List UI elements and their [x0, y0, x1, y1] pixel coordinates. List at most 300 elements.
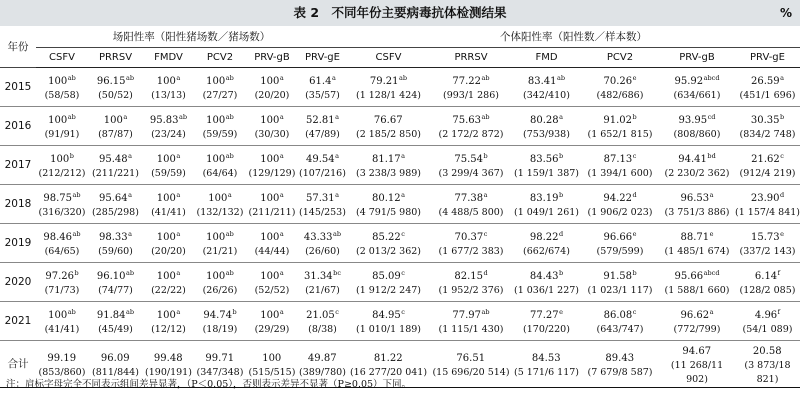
cell-rate	[143, 305, 194, 323]
cell-rate	[347, 266, 430, 284]
table-cell	[194, 185, 246, 224]
cell-count: (64/65)	[44, 246, 80, 257]
cell-count: (59/60)	[98, 246, 133, 257]
rate-value: 83.41	[527, 76, 557, 87]
cell-rate	[512, 71, 581, 89]
cell-rate	[194, 305, 246, 323]
rate-value: 100	[206, 76, 226, 87]
cell-rate	[298, 188, 347, 206]
cell-count: (2 230/2 362)	[664, 168, 730, 179]
farm-group-header: 场阳性率（阳性猪场数／猪场数）	[36, 26, 347, 48]
rate-value: 6.14	[754, 271, 778, 282]
cell-count: (1 036/1 227)	[513, 285, 579, 296]
table-cell	[735, 107, 800, 146]
cell-rate	[735, 71, 800, 89]
rate-value: 52.81	[305, 115, 335, 126]
cell-count: (1 652/1 815)	[587, 129, 653, 140]
table-cell	[36, 185, 88, 224]
cell-rate	[581, 266, 659, 284]
rate-value: 100	[156, 310, 176, 321]
table-title: 表 2 不同年份主要病毒抗体检测结果	[293, 5, 507, 20]
significance-letter: b	[232, 308, 237, 316]
rate-value: 99.19	[47, 353, 77, 364]
table-cell	[512, 68, 581, 107]
individual-col-header: CSFV	[347, 48, 430, 68]
rate-value: 96.66	[603, 232, 633, 243]
table-cell	[581, 302, 659, 341]
unit-label: %	[779, 6, 792, 20]
rate-value: 76.51	[456, 353, 486, 364]
total-label: 合计	[0, 341, 36, 388]
cell-rate	[581, 227, 659, 245]
table-cell	[512, 341, 581, 388]
cell-rate	[659, 341, 735, 359]
table-cell	[512, 146, 581, 185]
rate-value: 100	[48, 115, 68, 126]
table-cell	[430, 263, 512, 302]
table-cell	[347, 146, 430, 185]
significance-letter: c	[335, 308, 339, 316]
cell-rate	[659, 188, 735, 206]
farm-col-header: FMDV	[143, 48, 194, 68]
cell-count: (41/41)	[44, 324, 80, 335]
cell-count: (35/57)	[305, 90, 340, 101]
cell-rate	[347, 149, 430, 167]
significance-letter: ab	[67, 308, 76, 316]
table-cell	[194, 302, 246, 341]
cell-rate	[512, 227, 581, 245]
cell-count: (132/132)	[196, 207, 244, 218]
rate-value: 94.67	[682, 346, 712, 357]
cell-count: (107/216)	[299, 168, 346, 179]
rate-value: 91.84	[96, 310, 126, 321]
table-cell	[36, 146, 88, 185]
significance-letter: c	[632, 308, 637, 316]
table-row	[0, 302, 800, 341]
results-table	[0, 26, 800, 388]
cell-count: (3 751/3 886)	[664, 207, 730, 218]
cell-count: (12/12)	[151, 324, 186, 335]
cell-rate	[194, 149, 246, 167]
cell-rate	[194, 227, 246, 245]
rate-value: 21.05	[306, 310, 335, 321]
significance-letter: ab	[225, 269, 234, 277]
table-cell	[581, 341, 659, 388]
rate-value: 100	[206, 115, 226, 126]
cell-rate	[581, 110, 659, 128]
significance-letter: a	[335, 191, 340, 199]
rate-value: 26.59	[750, 76, 780, 87]
rate-value: 70.37	[454, 232, 484, 243]
rate-value: 96.15	[96, 76, 126, 87]
cell-rate	[581, 305, 659, 323]
cell-rate	[194, 110, 246, 128]
cell-count: (4 488/5 800)	[438, 207, 504, 218]
rate-value: 100	[262, 353, 282, 364]
significance-letter: a	[780, 74, 785, 82]
table-cell	[512, 263, 581, 302]
rate-value: 85.09	[372, 271, 401, 282]
table-cell	[581, 263, 659, 302]
cell-count: (11 268/11 902)	[670, 360, 724, 385]
cell-rate	[36, 348, 88, 366]
cell-count: (128/2 085)	[739, 285, 796, 296]
cell-count: (811/844)	[92, 367, 139, 378]
cell-count: (211/221)	[92, 168, 139, 179]
rate-value: 96.09	[100, 353, 130, 364]
rate-value: 95.83	[149, 115, 179, 126]
significance-letter: a	[483, 191, 488, 199]
rate-value: 84.53	[531, 353, 561, 364]
cell-count: (23/24)	[151, 129, 186, 140]
rate-value: 77.38	[454, 193, 484, 204]
table-cell	[512, 107, 581, 146]
rate-value: 82.15	[454, 271, 483, 282]
cell-count: (772/799)	[673, 324, 721, 335]
cell-rate	[512, 110, 581, 128]
cell-rate	[246, 149, 298, 167]
cell-rate	[347, 305, 430, 323]
table-cell	[246, 302, 298, 341]
cell-count: (2 013/2 362)	[355, 246, 421, 257]
significance-letter: a	[176, 74, 181, 82]
significance-letter: ab	[126, 74, 135, 82]
cell-count: (54/1 089)	[742, 324, 793, 335]
table-row	[0, 224, 800, 263]
cell-count: (26/60)	[305, 246, 340, 257]
table-cell	[735, 146, 800, 185]
individual-group-header: 个体阳性率（阳性数／样本数）	[347, 26, 800, 48]
rate-value: 100	[48, 310, 68, 321]
cell-rate	[246, 188, 298, 206]
cell-count: (59/59)	[202, 129, 238, 140]
table-cell	[88, 302, 143, 341]
rate-value: 49.54	[305, 154, 335, 165]
cell-rate	[298, 227, 347, 245]
cell-count: (87/87)	[98, 129, 133, 140]
cell-count: (145/253)	[299, 207, 346, 218]
table-cell	[735, 68, 800, 107]
table-cell	[512, 185, 581, 224]
table-cell	[581, 107, 659, 146]
year-cell: 2018	[0, 185, 36, 224]
cell-count: (1 157/4 841)	[735, 207, 800, 218]
significance-letter: e	[709, 230, 714, 238]
significance-letter: ab	[72, 230, 81, 238]
rate-value: 98.75	[43, 193, 73, 204]
rate-value: 21.62	[751, 154, 780, 165]
rate-value: 43.33	[303, 232, 333, 243]
cell-count: (1 588/1 660)	[664, 285, 730, 296]
cell-count: (316/320)	[38, 207, 86, 218]
rate-value: 31.34	[304, 271, 333, 282]
significance-letter: b	[558, 191, 564, 199]
year-cell: 2021	[0, 302, 36, 341]
significance-letter: a	[401, 152, 406, 160]
cell-count: (1 394/1 600)	[587, 168, 653, 179]
table-cell	[430, 224, 512, 263]
cell-rate	[430, 266, 512, 284]
cell-rate	[659, 149, 735, 167]
table-cell	[88, 146, 143, 185]
table-cell	[298, 302, 347, 341]
rate-value: 100	[156, 193, 176, 204]
rate-value: 100	[260, 193, 280, 204]
table-cell	[298, 224, 347, 263]
cell-rate	[36, 71, 88, 89]
significance-letter: b	[558, 269, 564, 277]
significance-letter: f	[777, 308, 781, 316]
cell-count: (1 128/1 424)	[355, 90, 421, 101]
cell-count: (1 049/1 261)	[513, 207, 579, 218]
significance-letter: ab	[225, 152, 234, 160]
table-cell	[659, 107, 735, 146]
table-cell	[194, 68, 246, 107]
table-cell	[430, 185, 512, 224]
rate-value: 99.48	[153, 353, 183, 364]
cell-rate	[143, 71, 194, 89]
significance-letter: ab	[481, 308, 490, 316]
cell-count: (451/1 696)	[739, 90, 796, 101]
table-cell	[430, 107, 512, 146]
significance-letter: ab	[67, 113, 76, 121]
cell-count: (1 906/2 023)	[587, 207, 653, 218]
farm-col-header: PRV-gB	[246, 48, 298, 68]
table-row	[0, 185, 800, 224]
significance-letter: b	[74, 269, 79, 277]
individual-col-header: PRRSV	[430, 48, 512, 68]
significance-letter: e	[780, 230, 784, 238]
rate-value: 98.33	[98, 232, 128, 243]
table-cell	[36, 68, 88, 107]
title-bar	[0, 0, 800, 26]
significance-letter: a	[227, 191, 232, 199]
cell-count: (5 171/6 117)	[513, 367, 579, 378]
rate-value: 81.22	[373, 353, 403, 364]
significance-letter: c	[780, 152, 784, 160]
cell-count: (18/19)	[202, 324, 238, 335]
rate-value: 98.22	[529, 232, 559, 243]
table-cell	[581, 224, 659, 263]
cell-rate	[194, 188, 246, 206]
cell-rate	[659, 305, 735, 323]
table-cell	[246, 263, 298, 302]
cell-rate	[36, 227, 88, 245]
cell-rate	[88, 266, 143, 284]
rate-value: 85.22	[372, 232, 401, 243]
significance-letter: a	[279, 269, 284, 277]
significance-letter: b	[779, 113, 785, 121]
cell-count: (662/674)	[523, 246, 570, 257]
cell-rate	[36, 188, 88, 206]
rate-value: 96.62	[680, 310, 710, 321]
table-cell	[430, 146, 512, 185]
cell-count: (211/211)	[248, 207, 296, 218]
year-header: 年份	[0, 26, 36, 68]
rate-value: 96.53	[680, 193, 710, 204]
cell-count: (3 299/4 367)	[438, 168, 504, 179]
cell-rate	[512, 305, 581, 323]
table-cell	[88, 263, 143, 302]
farm-col-header: PRV-gE	[298, 48, 347, 68]
year-cell: 2017	[0, 146, 36, 185]
table-cell	[298, 68, 347, 107]
cell-count: (91/91)	[44, 129, 80, 140]
table-row	[0, 68, 800, 107]
cell-count: (912/4 219)	[739, 168, 796, 179]
cell-count: (8/38)	[308, 324, 337, 335]
cell-rate	[88, 305, 143, 323]
cell-count: (16 277/20 041)	[349, 367, 428, 378]
cell-count: (7 679/8 587)	[587, 367, 653, 378]
cell-count: (993/1 286)	[443, 90, 499, 101]
rate-value: 76.67	[373, 115, 403, 126]
cell-rate	[430, 305, 512, 323]
rate-value: 93.95	[678, 115, 708, 126]
cell-rate	[143, 227, 194, 245]
footnote: 注：肩标字母完全不同表示组间差异显著，（P＜0.05），否则表示差异不显著（P≥0.05）下同。	[6, 379, 412, 390]
cell-count: (129/129)	[248, 168, 296, 179]
individual-col-header: PRV-gB	[659, 48, 735, 68]
cell-rate	[88, 348, 143, 366]
significance-letter: a	[279, 191, 284, 199]
table-cell	[143, 107, 194, 146]
cell-count: (52/52)	[254, 285, 290, 296]
farm-col-header: CSFV	[36, 48, 88, 68]
farm-col-header: PRRSV	[88, 48, 143, 68]
year-cell: 2020	[0, 263, 36, 302]
cell-rate	[430, 149, 512, 167]
rate-value: 94.22	[603, 193, 632, 204]
rate-value: 91.58	[603, 271, 632, 282]
cell-count: (634/661)	[673, 90, 721, 101]
cell-count: (579/599)	[596, 246, 644, 257]
cell-rate	[88, 227, 143, 245]
rate-value: 91.02	[603, 115, 632, 126]
cell-rate	[298, 266, 347, 284]
significance-letter: b	[632, 269, 637, 277]
cell-count: (1 485/1 674)	[664, 246, 730, 257]
significance-letter: a	[335, 152, 340, 160]
significance-letter: c	[401, 269, 405, 277]
table-cell	[430, 302, 512, 341]
rate-value: 97.26	[45, 271, 74, 282]
significance-letter: a	[176, 152, 181, 160]
table-cell	[659, 146, 735, 185]
cell-count: (58/58)	[44, 90, 80, 101]
cell-rate	[143, 110, 194, 128]
rate-value: 100	[48, 76, 68, 87]
table-cell	[143, 68, 194, 107]
table-cell	[88, 185, 143, 224]
significance-letter: abcd	[703, 269, 720, 277]
rate-value: 83.56	[529, 154, 559, 165]
table-cell	[735, 302, 800, 341]
significance-letter: a	[128, 191, 133, 199]
cell-rate	[246, 110, 298, 128]
individual-col-header: PRV-gE	[735, 48, 800, 68]
cell-count: (2 185/2 850)	[355, 129, 421, 140]
rate-value: 23.90	[750, 193, 780, 204]
cell-rate	[512, 348, 581, 366]
cell-count: (170/220)	[523, 324, 570, 335]
rate-value: 61.4	[309, 76, 332, 87]
cell-rate	[581, 71, 659, 89]
year-cell: 2016	[0, 107, 36, 146]
cell-count: (643/747)	[596, 324, 644, 335]
individual-col-header: PCV2	[581, 48, 659, 68]
significance-letter: a	[176, 308, 181, 316]
table-cell	[581, 146, 659, 185]
cell-count: (4 791/5 980)	[355, 207, 421, 218]
rate-value: 100	[260, 76, 280, 87]
rate-value: 100	[156, 271, 176, 282]
table-cell	[194, 263, 246, 302]
cell-rate	[347, 227, 430, 245]
significance-letter: a	[128, 230, 133, 238]
significance-letter: b	[483, 152, 488, 160]
significance-letter: a	[123, 113, 128, 121]
cell-rate	[246, 227, 298, 245]
significance-letter: c	[483, 230, 488, 238]
rate-value: 77.22	[452, 76, 482, 87]
rate-value: 4.96	[754, 310, 778, 321]
rate-value: 94.41	[678, 154, 707, 165]
table-cell	[659, 302, 735, 341]
rate-value: 84.43	[529, 271, 559, 282]
rate-value: 100	[206, 271, 226, 282]
table-cell	[36, 107, 88, 146]
rate-value: 80.28	[529, 115, 559, 126]
significance-letter: d	[483, 269, 488, 277]
rate-value: 84.95	[372, 310, 401, 321]
cell-count: (20/20)	[151, 246, 186, 257]
cell-count: (342/410)	[523, 90, 570, 101]
rate-value: 15.73	[751, 232, 780, 243]
cell-count: (21/21)	[202, 246, 238, 257]
table-cell	[735, 185, 800, 224]
table-body	[0, 68, 800, 388]
significance-letter: a	[709, 308, 714, 316]
rate-value: 100	[156, 154, 176, 165]
cell-rate	[581, 188, 659, 206]
table-cell	[581, 185, 659, 224]
cell-count: (71/73)	[44, 285, 80, 296]
significance-letter: a	[331, 74, 336, 82]
significance-letter: bd	[707, 152, 716, 160]
cell-rate	[512, 188, 581, 206]
rate-value: 100	[260, 154, 280, 165]
cell-rate	[735, 227, 800, 245]
rate-value: 77.27	[530, 310, 559, 321]
rate-value: 80.12	[371, 193, 401, 204]
cell-rate	[659, 71, 735, 89]
significance-letter: a	[279, 152, 284, 160]
cell-rate	[36, 305, 88, 323]
significance-letter: b	[632, 113, 637, 121]
significance-letter: a	[401, 191, 406, 199]
cell-count: (834/2 748)	[739, 129, 796, 140]
rate-value: 100	[206, 154, 226, 165]
cell-rate	[298, 305, 347, 323]
cell-count: (26/26)	[202, 285, 238, 296]
rate-value: 49.87	[307, 353, 337, 364]
significance-letter: e	[632, 230, 637, 238]
cell-rate	[430, 227, 512, 245]
cell-count: (1 010/1 189)	[355, 324, 421, 335]
rate-value: 100	[50, 154, 70, 165]
rate-value: 100	[260, 271, 280, 282]
